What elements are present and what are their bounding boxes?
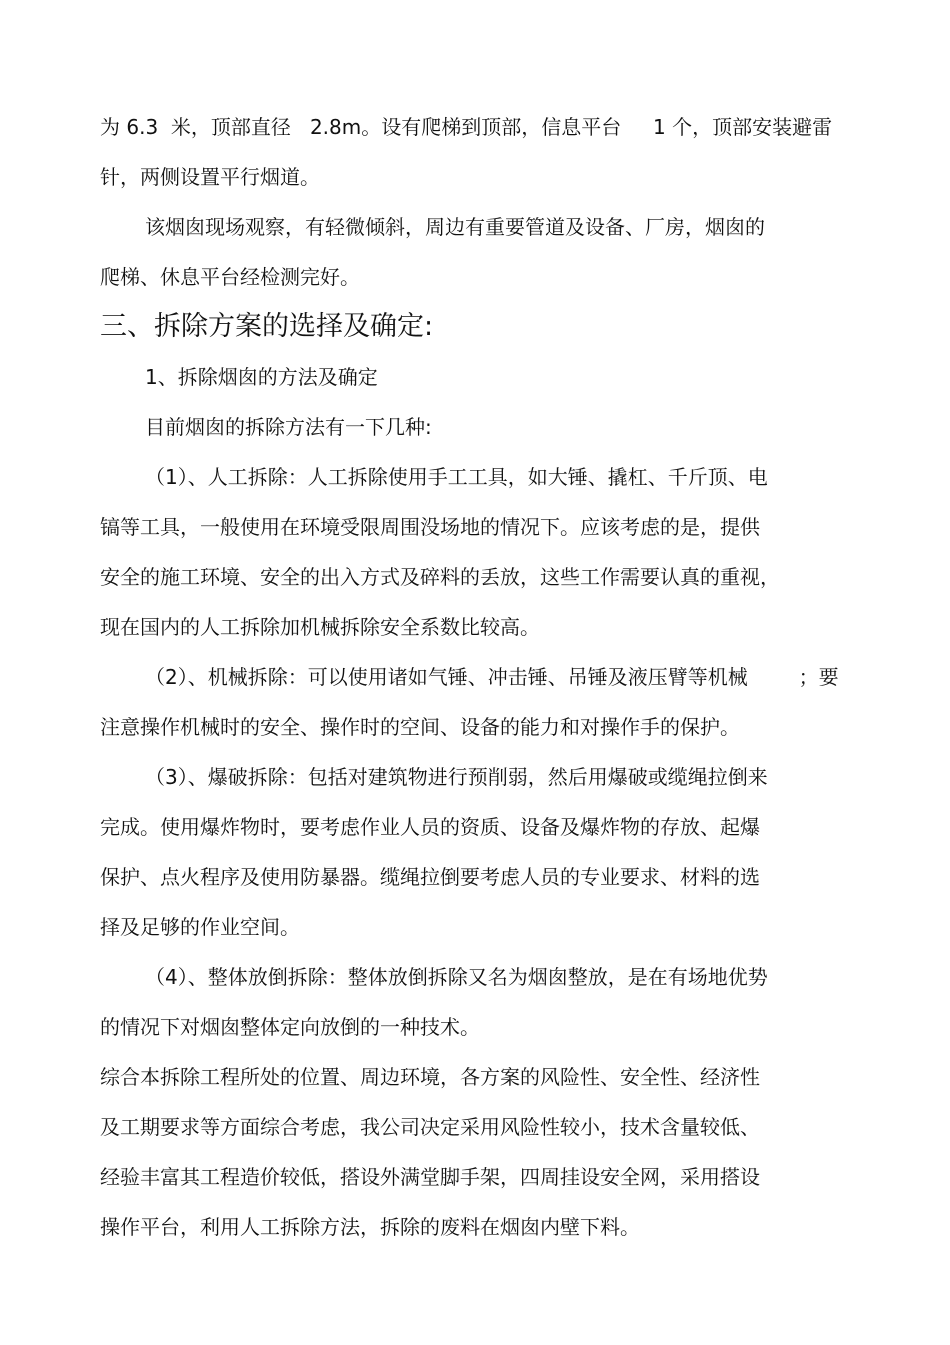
method-1-line-1: （1）、人工拆除：人工拆除使用手工工具，如大锤、撬杠、千斤顶、电 (145, 465, 768, 489)
method-2-line-1: （2）、机械拆除：可以使用诸如气锤、冲击锤、吊锤及液压臂等机械 ；要 (145, 665, 839, 689)
method-1-line-2: 镐等工具，一般使用在环境受限周围没场地的情况下。应该考虑的是，提供 (100, 515, 760, 539)
method-2-line-2: 注意操作机械时的安全、操作时的空间、设备的能力和对操作手的保护。 (100, 715, 740, 739)
paragraph-line-3: 该烟囱现场观察，有轻微倾斜，周边有重要管道及设备、厂房，烟囱的 (145, 215, 765, 239)
subsection-heading: 1、拆除烟囱的方法及确定 (145, 365, 378, 389)
method-3-line-1: （3）、爆破拆除：包括对建筑物进行预削弱，然后用爆破或缆绳拉倒来 (145, 765, 768, 789)
summary-line-3: 经验丰富其工程造价较低，搭设外满堂脚手架，四周挂设安全网，采用搭设 (100, 1165, 760, 1189)
method-1-line-4: 现在国内的人工拆除加机械拆除安全系数比较高。 (100, 615, 540, 639)
method-1-line-3: 安全的施工环境、安全的出入方式及碎料的丢放，这些工作需要认真的重视， (100, 565, 780, 589)
paragraph-line-4: 爬梯、休息平台经检测完好。 (100, 265, 360, 289)
summary-line-2: 及工期要求等方面综合考虑，我公司决定采用风险性较小，技术含量较低、 (100, 1115, 760, 1139)
method-4-line-1: （4）、整体放倒拆除：整体放倒拆除又名为烟囱整放，是在有场地优势 (145, 965, 768, 989)
method-4-line-2: 的情况下对烟囱整体定向放倒的一种技术。 (100, 1015, 480, 1039)
paragraph-line-1: 为 6.3 米，顶部直径 2.8m。设有爬梯到顶部，信息平台 1 个，顶部安装避雷 (100, 115, 833, 139)
paragraph-line-7: 目前烟囱的拆除方法有一下几种: (145, 415, 432, 439)
method-3-line-2: 完成。使用爆炸物时，要考虑作业人员的资质、设备及爆炸物的存放、起爆 (100, 815, 760, 839)
section-heading: 三、拆除方案的选择及确定: (100, 311, 434, 342)
method-3-line-4: 择及足够的作业空间。 (100, 915, 300, 939)
paragraph-line-2: 针，两侧设置平行烟道。 (100, 165, 320, 189)
method-3-line-3: 保护、点火程序及使用防暴器。缆绳拉倒要考虑人员的专业要求、材料的选 (100, 865, 760, 889)
summary-line-1: 综合本拆除工程所处的位置、周边环境，各方案的风险性、安全性、经济性 (100, 1065, 760, 1089)
summary-line-4: 操作平台，利用人工拆除方法，拆除的废料在烟囱内壁下料。 (100, 1215, 640, 1239)
